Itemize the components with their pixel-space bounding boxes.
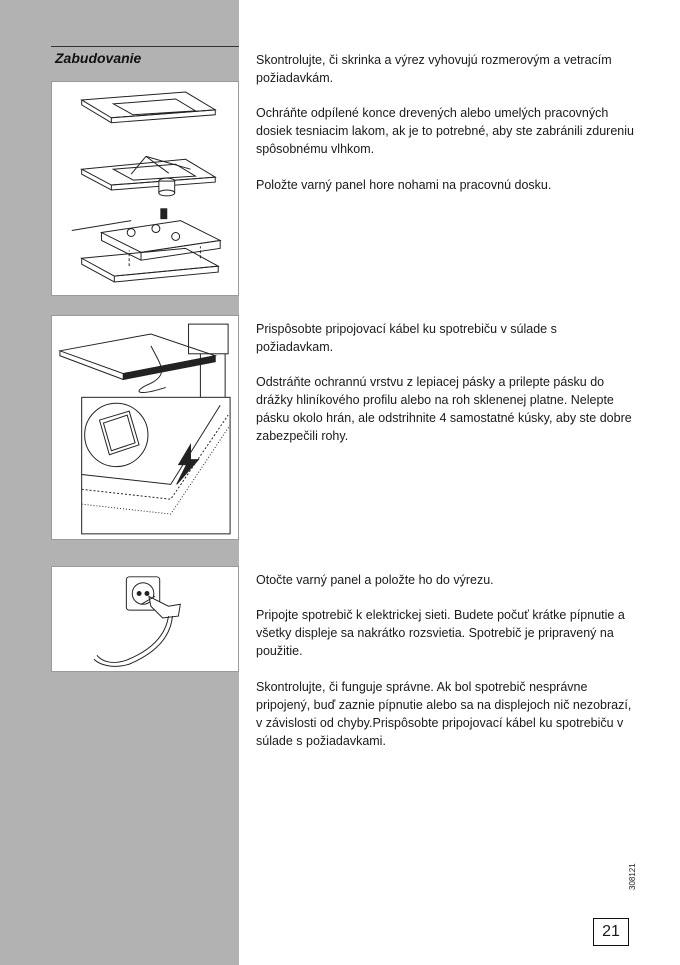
step1-paragraph-1: Skontrolujte, či skrinka a výrez vyhovujú rozmerovým a vetracím požiadavkám. [256,53,612,85]
step2-paragraph-1: Prispôsobte pripojovací kábel ku spotrebiču v súlade s požiadavkam. [256,322,557,354]
document-code: 308121 [628,863,637,890]
step3-paragraph-3: Skontrolujte, či funguje správne. Ak bol spotrebič nesprávne pripojený, buď zaznie pípnutie alebo sa na displejoch nič nezobrazí, v závislosti od chyby.Prispôsobte pripojovací kábel ku spotrebiču v súlade s požiadavkami. [256,680,632,748]
page-number: 21 [593,918,629,946]
step1-paragraph-3: Položte varný panel hore nohami na pracovnú dosku. [256,178,552,192]
section-title: Zabudovanie [55,50,142,66]
plug-socket-illustration [51,566,239,672]
sealing-tape-illustration [51,315,239,540]
step1-paragraph-2: Ochráňte odpílené konce drevených alebo umelých pracovných dosiek tesniacim lakom, ak je to potrebné, aby ste zabránili zdureniu spôsobnému vlhkom. [256,106,634,156]
installation-illustration [51,81,239,296]
step2-paragraph-2: Odstráňte ochrannú vrstvu z lepiacej pásky a prilepte pásku do drážky hliníkového profilu alebo na roh sklenenej platne. Nelepte pásku okolo hrán, ale odstrihnite 4 samostatné kúsky, aby ste dobre zabezpečili rohy. [256,375,632,443]
step3-paragraph-2: Pripojte spotrebič k elektrickej sieti. Budete počuť krátke pípnutie a všetky displeje sa nakrátko rozsvietia. Spotrebič je pripravený na použitie. [256,608,625,658]
section-rule [51,46,239,47]
step3-paragraph-1: Otočte varný panel a položte ho do výrezu. [256,573,494,587]
